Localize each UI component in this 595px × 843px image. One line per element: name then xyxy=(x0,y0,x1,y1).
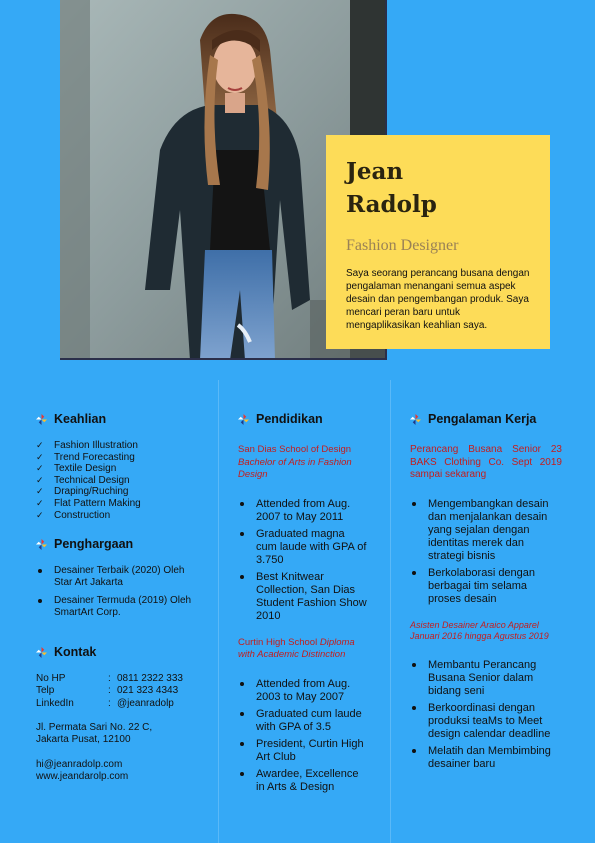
list-item: Berkolaborasi dengan berbagai tim selama proses desain xyxy=(410,567,562,606)
pinwheel-icon xyxy=(36,647,47,658)
awards-list xyxy=(36,565,204,619)
skills-list xyxy=(36,440,204,521)
school-entry xyxy=(238,637,368,662)
job-title: Perancang Busana Senior 23 BAKS Clothing Co. Sept 2019 sampai sekarang xyxy=(410,444,562,480)
pendidikan-heading: Pendidikan xyxy=(238,412,368,426)
list-item: Melatih dan Membimbing desainer baru xyxy=(410,745,562,771)
list-item: Membantu Perancang Busana Senior dalam bidang seni xyxy=(410,659,562,698)
list-item: Best Knitwear Collection, San Dias Student Fashion Show 2010 xyxy=(238,571,368,623)
column-divider xyxy=(390,380,391,843)
list-item: Awardee, Excellence in Arts & Design xyxy=(238,768,368,794)
keahlian-heading: Keahlian xyxy=(36,412,204,426)
pinwheel-icon xyxy=(36,539,47,550)
list-item: ✓ Draping/Ruching xyxy=(36,486,204,498)
list-item: ✓ Textile Design xyxy=(36,463,204,475)
phone-value[interactable]: 0811 2322 333 xyxy=(117,673,183,685)
list-item: ✓ Flat Pattern Making xyxy=(36,498,204,510)
telp-value[interactable]: 021 323 4343 xyxy=(117,685,179,697)
list-item: ✓ Construction xyxy=(36,510,204,522)
email-link[interactable]: hi@jeanradolp.com xyxy=(36,758,123,770)
kontak-heading: Kontak xyxy=(36,645,204,659)
name-card xyxy=(326,135,550,349)
job-title: Fashion Designer xyxy=(346,237,459,254)
list-item: Graduated magna cum laude with GPA of 3.750 xyxy=(238,528,368,567)
left-column xyxy=(36,412,204,783)
school-name: San Dias School of Design xyxy=(238,444,352,455)
job-title: Asisten Desainer Araico Apparel Januari 2016 hingga Agustus 2019 xyxy=(410,619,549,641)
first-name: Jean xyxy=(346,158,404,185)
contact-row: Telp : 021 323 4343 xyxy=(36,685,179,697)
school-degree: Diploma with Academic Distinction xyxy=(238,636,355,660)
list-item: Desainer Termuda (2019) Oleh SmartArt Corp. xyxy=(36,595,204,619)
list-item: Attended from Aug. 2007 to May 2011 xyxy=(238,498,368,524)
pinwheel-icon xyxy=(36,414,47,425)
job-bullets xyxy=(410,659,562,771)
contact-links xyxy=(36,759,204,784)
last-name: Radolp xyxy=(346,191,437,218)
pengalaman-heading: Pengalaman Kerja xyxy=(410,412,562,426)
list-item: Berkoordinasi dengan produksi teaMs to Meet design calendar deadline xyxy=(410,702,562,741)
school-bullets xyxy=(238,498,368,623)
website-link[interactable]: www.jeandarolp.com xyxy=(36,770,129,782)
list-item: Graduated cum laude with GPA of 3.5 xyxy=(238,708,368,734)
job-bullets xyxy=(410,498,562,606)
penghargaan-heading: Penghargaan xyxy=(36,537,204,551)
address: Jl. Permata Sari No. 22 C, Jakarta Pusat, 12100 xyxy=(36,722,153,746)
list-item: ✓ Technical Design xyxy=(36,475,204,487)
pinwheel-icon xyxy=(410,414,421,425)
school-bullets xyxy=(238,678,368,794)
contact-row: LinkedIn : @jeanradolp xyxy=(36,697,174,709)
list-item: ✓ Fashion Illustration xyxy=(36,440,204,452)
right-column xyxy=(410,412,562,775)
bio-text: Saya seorang perancang busana dengan pengalaman menangani semua aspek desain dan pengembangan produk. Saya mencari peran baru untuk mengaplikasikan keahlian saya. xyxy=(346,268,530,331)
contact-row: No HP : 0811 2322 333 xyxy=(36,673,183,685)
school-entry xyxy=(238,444,368,482)
list-item: Attended from Aug. 2003 to May 2007 xyxy=(238,678,368,704)
linkedin-value[interactable]: @jeanradolp xyxy=(117,697,174,709)
pinwheel-icon xyxy=(238,414,249,425)
list-item: Mengembangkan desain dan menjalankan desain yang sejalan dengan identitas merek dan strategi bisnis xyxy=(410,498,562,563)
list-item: ✓ Trend Forecasting xyxy=(36,452,204,464)
list-item: President, Curtin High Art Club xyxy=(238,738,368,764)
column-divider xyxy=(218,380,219,843)
list-item: Desainer Terbaik (2020) Oleh Star Art Jakarta xyxy=(36,565,204,589)
middle-column xyxy=(238,412,368,798)
school-degree: Bachelor of Arts in Fashion Design xyxy=(238,456,352,480)
school-name: Curtin High School xyxy=(238,636,318,648)
